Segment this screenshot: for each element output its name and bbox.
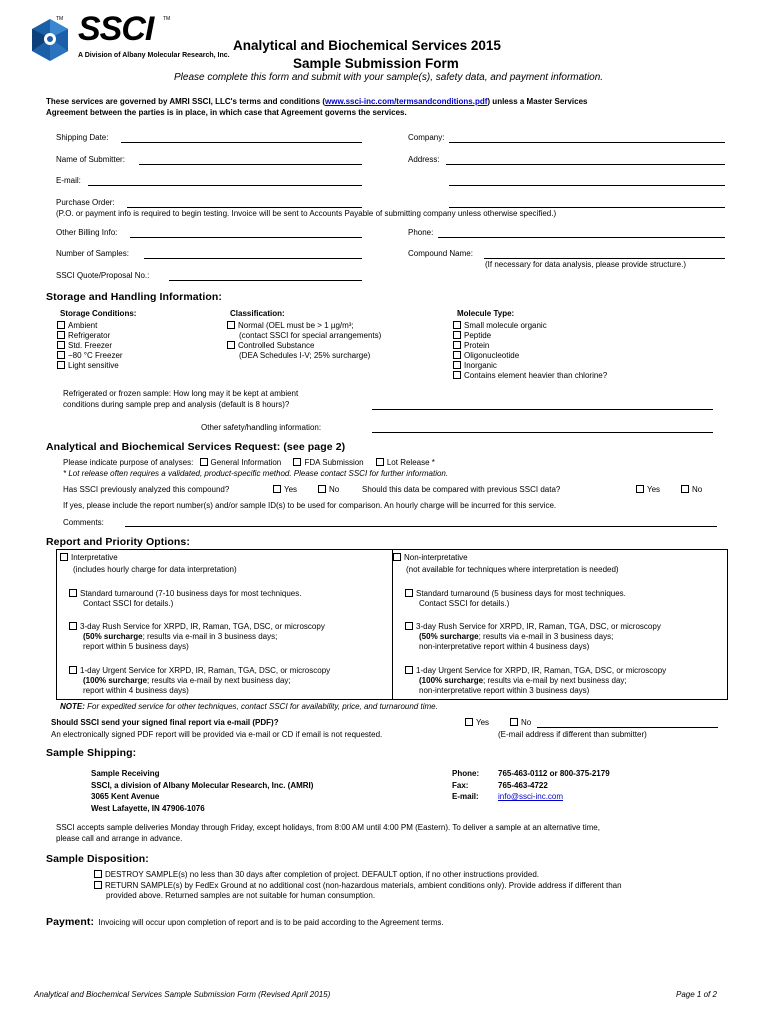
pdf-email-field[interactable]: [537, 727, 718, 728]
payment-label: Payment:: [46, 916, 95, 928]
interpretative-option[interactable]: Interpretative: [60, 553, 118, 563]
checkbox[interactable]: [273, 485, 281, 493]
right-rush-option[interactable]: 3-day Rush Service for XRPD, IR, Raman, TGA, DSC, or microscopy (50% surcharge; results via e-mail in 3 business days; non-interpretative report within 4 business days): [405, 622, 661, 652]
checkbox[interactable]: [453, 351, 461, 359]
checkbox[interactable]: [57, 321, 65, 329]
checkbox[interactable]: [69, 666, 77, 674]
checkbox[interactable]: [453, 341, 461, 349]
molecule-option[interactable]: Contains element heavier than chlorine?: [453, 371, 607, 381]
right-urgent-option[interactable]: 1-day Urgent Service for XRPD, IR, Raman, TGA, DSC, or microscopy (100% surcharge; results via e-mail by next business day; non-interpretative report within 3 business days): [405, 666, 666, 696]
comments-label: Comments:: [63, 518, 104, 527]
checkbox[interactable]: [227, 341, 235, 349]
storage-option[interactable]: Light sensitive: [57, 361, 123, 371]
checkbox[interactable]: [453, 361, 461, 369]
class-controlled-note: (DEA Schedules I-V; 25% surcharge): [239, 351, 371, 360]
logo-mark-icon: [26, 16, 74, 64]
class-controlled-option[interactable]: Controlled Substance: [227, 341, 381, 351]
compare-question: Should this data be compared with previous SSCI data?: [362, 485, 561, 494]
shipping-date-field[interactable]: [121, 142, 362, 143]
left-standard-option[interactable]: Standard turnaround (7-10 business days for most techniques. Contact SSCI for details.): [69, 589, 301, 609]
checkbox[interactable]: [405, 666, 413, 674]
terms-post: ) unless a Master Services: [487, 97, 588, 106]
shipping-note-2: please call and arrange in advance.: [56, 834, 183, 843]
noninterpretative-option[interactable]: Non-interpretative: [393, 553, 468, 563]
checkbox[interactable]: [636, 485, 644, 493]
phone-label: Phone:: [408, 228, 434, 237]
po-note: (P.O. or payment info is required to begin testing. Invoice will be sent to Accounts Payable of submitting company unless otherwise specified.): [56, 209, 557, 218]
footer-page: Page 1 of 2: [676, 990, 717, 999]
checkbox[interactable]: [376, 458, 384, 466]
right-standard-option[interactable]: Standard turnaround (5 business days for most techniques. Contact SSCI for details.): [405, 589, 626, 609]
payment-text: Invoicing will occur upon completion of report and is to be paid according to the Agreement terms.: [98, 918, 444, 927]
terms-pre: These services are governed by AMRI SSCI, LLC's terms and conditions (: [46, 97, 326, 106]
opt-fda[interactable]: FDA Submission: [293, 458, 363, 467]
address-label: Address:: [408, 155, 440, 164]
classification-list: [227, 321, 381, 361]
left-rush-option[interactable]: 3-day Rush Service for XRPD, IR, Raman, TGA, DSC, or microscopy (50% surcharge; results via e-mail in 3 business days; report within 5 business days): [69, 622, 325, 652]
storage-option[interactable]: Refrigerator: [57, 331, 123, 341]
checkbox[interactable]: [200, 458, 208, 466]
phone-field[interactable]: [438, 237, 725, 238]
checkbox[interactable]: [465, 718, 473, 726]
pdf-no[interactable]: No: [510, 718, 531, 728]
shipping-date-label: Shipping Date:: [56, 133, 109, 142]
page-title: Analytical and Biochemical Services 2015: [233, 38, 501, 53]
refrigerated-question-1: Refrigerated or frozen sample: How long may it be kept at ambient: [63, 389, 299, 398]
submitter-label: Name of Submitter:: [56, 155, 125, 164]
page-subtitle: Sample Submission Form: [293, 56, 459, 71]
report-divider: [392, 549, 393, 700]
shipping-fax: 765-463-4722: [498, 780, 548, 790]
checkbox[interactable]: [293, 458, 301, 466]
noninterpretative-note: (not available for techniques where interpretation is needed): [406, 565, 619, 574]
molecule-option[interactable]: Protein: [453, 341, 607, 351]
purchase-order-field[interactable]: [127, 207, 362, 208]
checkbox[interactable]: [318, 485, 326, 493]
other-safety-label: Other safety/handling information:: [201, 423, 322, 432]
compare-yes[interactable]: Yes: [636, 485, 660, 495]
molecule-list: [453, 321, 607, 381]
disposition-header: Sample Disposition:: [46, 853, 149, 865]
shipping-phone: 765-463-0112 or 800-375-2179: [498, 769, 610, 778]
storage-conditions-label: Storage Conditions:: [60, 309, 137, 318]
storage-option[interactable]: Ambient: [57, 321, 123, 331]
checkbox[interactable]: [510, 718, 518, 726]
address-field[interactable]: [446, 164, 725, 165]
num-samples-label: Number of Samples:: [56, 249, 129, 258]
opt-general[interactable]: General Information: [200, 458, 282, 467]
pdf-yes[interactable]: Yes: [465, 718, 489, 728]
molecule-label: Molecule Type:: [457, 309, 515, 318]
company-field[interactable]: [449, 142, 725, 143]
submitter-field[interactable]: [139, 164, 362, 165]
company-label: Company:: [408, 133, 445, 142]
checkbox[interactable]: [453, 321, 461, 329]
address-field-3[interactable]: [449, 207, 725, 208]
checkbox[interactable]: [681, 485, 689, 493]
report-numbers-note: If yes, please include the report number(s) and/or sample ID(s) to be used for comparison. An hourly charge will be incurred for this service.: [63, 501, 557, 510]
compound-name-field[interactable]: [484, 258, 725, 259]
checkbox[interactable]: [393, 553, 401, 561]
compound-name-label: Compound Name:: [408, 249, 473, 258]
purpose-label: Please indicate purpose of analyses:: [63, 458, 194, 467]
checkbox[interactable]: [94, 881, 102, 889]
checkbox[interactable]: [69, 589, 77, 597]
email-field[interactable]: [88, 185, 362, 186]
return-option[interactable]: RETURN SAMPLE(s) by FedEx Ground at no additional cost (non-hazardous materials, ambient conditions only). Provide address if different than provided above. Returned samples are not suitable for human consumption.: [94, 881, 622, 901]
terms-link[interactable]: www.ssci-inc.com/termsandconditions.pdf: [325, 97, 488, 106]
shipping-contact-labels: Phone: Fax: E-mail:: [452, 769, 480, 801]
address-field-2[interactable]: [449, 185, 725, 186]
prev-question: Has SSCI previously analyzed this compound?: [63, 485, 230, 494]
refrigerated-question-2: conditions during sample prep and analysis (default is 8 hours)?: [63, 400, 290, 409]
storage-header: Storage and Handling Information:: [46, 291, 222, 303]
structure-note: (If necessary for data analysis, please provide structure.): [485, 260, 686, 269]
molecule-option[interactable]: Peptide: [453, 331, 607, 341]
report-header: Report and Priority Options:: [46, 536, 190, 548]
shipping-contact-values: [498, 768, 610, 803]
molecule-option[interactable]: Inorganic: [453, 361, 607, 371]
prev-no[interactable]: No: [318, 485, 339, 495]
pdf-question: Should SSCI send your signed final report via e-mail (PDF)?: [51, 718, 279, 727]
request-header: Analytical and Biochemical Services Request: (see page 2): [46, 441, 346, 453]
logo-tagline: A Division of Albany Molecular Research, Inc.: [78, 52, 230, 59]
interpretative-note: (includes hourly charge for data interpretation): [73, 565, 237, 574]
checkbox[interactable]: [60, 553, 68, 561]
class-normal-option[interactable]: Normal (OEL must be > 1 µg/m³;: [227, 321, 381, 331]
storage-option[interactable]: −80 °C Freezer: [57, 351, 123, 361]
logo-tm: TM: [56, 16, 64, 22]
checkbox[interactable]: [57, 351, 65, 359]
checkbox[interactable]: [453, 371, 461, 379]
checkbox[interactable]: [405, 589, 413, 597]
molecule-option[interactable]: Small molecule organic: [453, 321, 607, 331]
classification-label: Classification:: [230, 309, 285, 318]
other-billing-label: Other Billing Info:: [56, 228, 118, 237]
checkbox[interactable]: [69, 622, 77, 630]
terms-line2: Agreement between the parties is in place, in which case that Agreement governs the services.: [46, 108, 407, 117]
instructions: Please complete this form and submit with your sample(s), safety data, and payment information.: [174, 72, 604, 83]
checkbox[interactable]: [57, 361, 65, 369]
shipping-address: Sample Receiving SSCI, a division of Albany Molecular Research, Inc. (AMRI) 3065 Kent Avenue West Lafayette, IN 47906-1076: [91, 769, 314, 813]
terms-text: [46, 97, 587, 107]
checkbox[interactable]: [94, 870, 102, 878]
comments-field[interactable]: [125, 526, 717, 527]
destroy-option[interactable]: DESTROY SAMPLE(s) no less than 30 days after completion of project. DEFAULT option, if no other instructions provided.: [94, 870, 539, 880]
shipping-note-1: SSCI accepts sample deliveries Monday through Friday, except holidays, from 8:00 AM until 4:00 PM (Eastern). To deliver a sample at an alternative time,: [56, 823, 600, 832]
other-billing-field[interactable]: [130, 237, 362, 238]
checkbox[interactable]: [453, 331, 461, 339]
molecule-option[interactable]: Oligonucleotide: [453, 351, 607, 361]
shipping-header: Sample Shipping:: [46, 747, 137, 759]
shipping-email-link[interactable]: info@ssci-inc.com: [498, 792, 564, 801]
checkbox[interactable]: [227, 321, 235, 329]
opt-lot[interactable]: Lot Release *: [376, 458, 435, 467]
pdf-note: An electronically signed PDF report will be provided via e-mail or CD if email is not requested.: [51, 730, 383, 739]
footer-left: Analytical and Biochemical Services Sample Submission Form (Revised April 2015): [34, 990, 331, 999]
lot-note: * Lot release often requires a validated, product-specific method. Please contact SSCI for further information.: [63, 469, 449, 478]
checkbox[interactable]: [405, 622, 413, 630]
quote-field[interactable]: [169, 280, 362, 281]
logo-name: SSCI: [78, 10, 154, 48]
other-safety-field[interactable]: [372, 432, 713, 433]
checkbox[interactable]: [57, 331, 65, 339]
num-samples-field[interactable]: [144, 258, 362, 259]
payment-row: [46, 912, 444, 930]
expedited-note: NOTE: For expedited service for other techniques, contact SSCI for availability, price, and turnaround time.: [60, 702, 438, 711]
left-urgent-option[interactable]: 1-day Urgent Service for XRPD, IR, Raman, TGA, DSC, or microscopy (100% surcharge; results via e-mail by next business day; report within 4 business days): [69, 666, 330, 696]
checkbox[interactable]: [57, 341, 65, 349]
purchase-order-label: Purchase Order:: [56, 198, 115, 207]
storage-conditions-list: [57, 321, 123, 371]
class-normal-note: (contact SSCI for special arrangements): [239, 331, 382, 340]
purpose-row: [63, 458, 435, 468]
prev-yes[interactable]: Yes: [273, 485, 297, 495]
email-label: E-mail:: [56, 176, 81, 185]
logo: [26, 10, 236, 64]
refrigerated-field[interactable]: [372, 409, 713, 410]
logo-name-tm: TM: [163, 16, 171, 22]
storage-option[interactable]: Std. Freezer: [57, 341, 123, 351]
quote-label: SSCI Quote/Proposal No.:: [56, 271, 150, 280]
email-note: (E-mail address if different than submitter): [498, 730, 647, 739]
compare-no[interactable]: No: [681, 485, 702, 495]
